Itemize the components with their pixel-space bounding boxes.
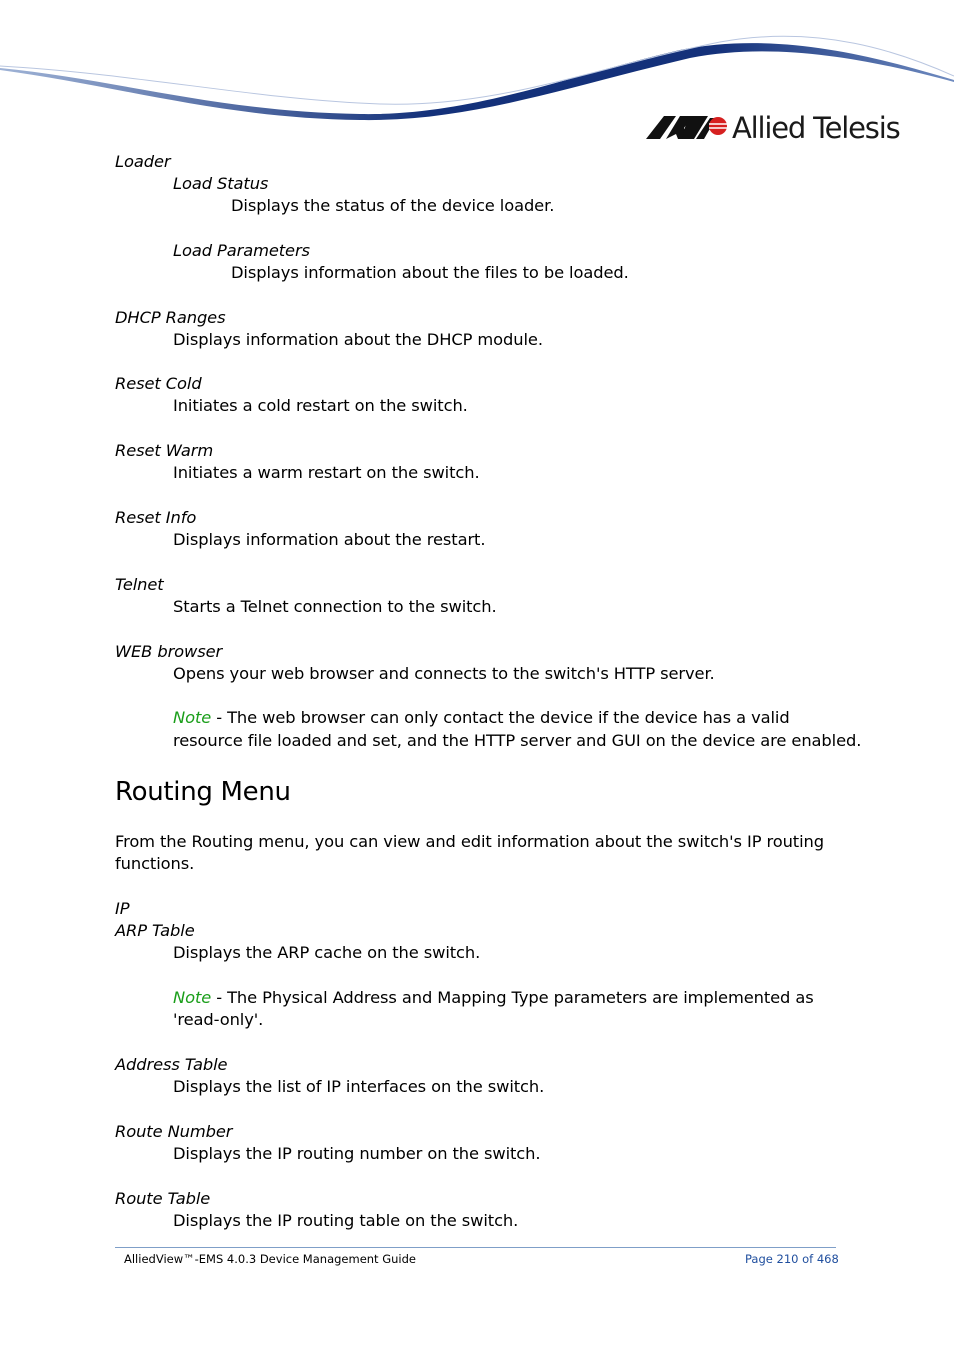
address-table-desc: Displays the list of IP interfaces on the switch. [173,1077,545,1096]
allied-telesis-logo [646,108,902,148]
load-status-desc: Displays the status of the device loader. [231,196,555,215]
dhcp-ranges-title: DHCP Ranges [115,308,226,327]
routing-intro-line2: functions. [115,854,195,873]
load-parameters-desc: Displays information about the files to be loaded. [231,263,629,282]
reset-warm-title: Reset Warm [115,441,214,460]
routing-intro-line1: From the Routing menu, you can view and edit information about the switch's IP routing [115,832,824,851]
arp-note-line1 [173,987,814,1009]
loader-heading: Loader [115,152,171,171]
note-label: Note [173,988,212,1007]
reset-info-title: Reset Info [115,508,197,527]
ip-heading: IP [115,899,130,918]
footer-divider [115,1247,836,1248]
logo-mark-icon [646,114,728,140]
reset-warm-desc: Initiates a warm restart on the switch. [173,463,480,482]
route-table-title: Route Table [115,1189,211,1208]
route-number-desc: Displays the IP routing number on the switch. [173,1144,541,1163]
footer-guide-title: AlliedView™-EMS 4.0.3 Device Management Guide [124,1252,416,1266]
routing-menu-heading: Routing Menu [115,777,291,807]
dhcp-ranges-desc: Displays information about the DHCP module. [173,330,543,349]
reset-cold-desc: Initiates a cold restart on the switch. [173,396,468,415]
web-browser-desc: Opens your web browser and connects to the switch's HTTP server. [173,664,715,683]
reset-info-desc: Displays information about the restart. [173,530,486,549]
footer-page-number: Page 210 of 468 [745,1252,839,1266]
address-table-title: Address Table [115,1055,228,1074]
arp-table-title: ARP Table [115,921,195,940]
telnet-desc: Starts a Telnet connection to the switch. [173,597,497,616]
route-number-title: Route Number [115,1122,233,1141]
telnet-title: Telnet [115,575,164,594]
reset-cold-title: Reset Cold [115,374,202,393]
web-note-text: - The web browser can only contact the device if the device has a valid [211,708,790,727]
web-browser-title: WEB browser [115,642,223,661]
arp-note-line2: 'read-only'. [173,1010,264,1029]
load-status-title: Load Status [173,174,269,193]
arp-note-text: - The Physical Address and Mapping Type parameters are implemented as [211,988,814,1007]
route-table-desc: Displays the IP routing table on the switch. [173,1211,519,1230]
note-label: Note [173,708,212,727]
arp-table-desc: Displays the ARP cache on the switch. [173,943,481,962]
web-note-line1 [173,707,790,729]
logo-text: Allied Telesis [732,111,900,145]
web-note-line2: resource file loaded and set, and the HTTP server and GUI on the device are enabled. [173,731,862,750]
load-parameters-title: Load Parameters [173,241,310,260]
